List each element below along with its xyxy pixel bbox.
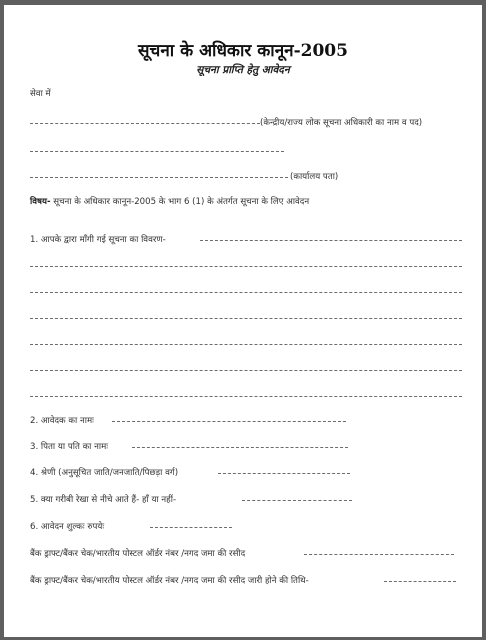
- dd-receipt-label: बैंक ड्राफ्ट/बैंकर चेक/भारतीय पोस्टल ऑर्डर नंबर /नगद जमा की रसीद: [30, 549, 246, 559]
- subject-line: [30, 196, 309, 208]
- subject-text: सूचना के अधिकार कानून-2005 के भाग 6 (1) के अंतर्गत सूचना के लिए आवेदन: [53, 197, 310, 207]
- address-line-1[interactable]: [30, 151, 284, 152]
- dd-receipt-date-label: बैंक ड्राफ्ट/बैंकर चेक/भारतीय पोस्टल ऑर्डर नंबर /नगद जमा की रसीद जारी होने की तिथि-: [30, 576, 309, 586]
- info-details-line-2[interactable]: [30, 292, 462, 293]
- fee-label: 6. आवेदन शुल्कः रुपयेः: [30, 522, 105, 532]
- officer-name-line[interactable]: [30, 123, 260, 124]
- officer-name-note: (केन्द्रीय/राज्य लोक सूचना अधिकारी का नाम व पद): [260, 118, 423, 128]
- category-line[interactable]: [218, 473, 350, 474]
- info-details-line-5[interactable]: [30, 370, 462, 371]
- info-details-line-4[interactable]: [30, 344, 462, 345]
- father-husband-line[interactable]: [132, 447, 348, 448]
- applicant-name-label: 2. आवेदक का नामः: [30, 416, 94, 426]
- form-title: सूचना के अधिकार कानून-2005: [138, 41, 348, 61]
- info-details-line-6[interactable]: [30, 396, 462, 397]
- bpl-label: 5. क्या गरीबी रेखा से नीचे आते हैं- हाँ या नहीं-: [30, 495, 177, 505]
- father-husband-label: 3. पिता या पति का नामः: [30, 442, 109, 452]
- dd-receipt-date-line[interactable]: [384, 581, 456, 582]
- subject-label: विषय-: [30, 197, 51, 207]
- info-details-line-1[interactable]: [30, 266, 462, 267]
- form-subtitle: सूचना प्राप्ति हेतु आवेदन: [196, 64, 290, 76]
- dd-receipt-line[interactable]: [304, 554, 454, 555]
- info-details-label: 1. आपके द्वारा माँगी गई सूचना का विवरण-: [30, 235, 166, 245]
- office-address-note: (कार्यालय पता): [290, 172, 339, 182]
- category-label: 4. श्रेणी (अनुसूचित जाति/जनजाति/पिछड़ा वर्ग): [30, 468, 179, 478]
- info-details-line-0[interactable]: [200, 240, 462, 241]
- seva-mein-label: सेवा में: [30, 89, 51, 99]
- applicant-name-line[interactable]: [112, 421, 346, 422]
- rti-form-page: [4, 5, 482, 637]
- info-details-line-3[interactable]: [30, 318, 462, 319]
- bpl-line[interactable]: [242, 500, 352, 501]
- office-address-line[interactable]: [30, 177, 288, 178]
- fee-line[interactable]: [150, 527, 232, 528]
